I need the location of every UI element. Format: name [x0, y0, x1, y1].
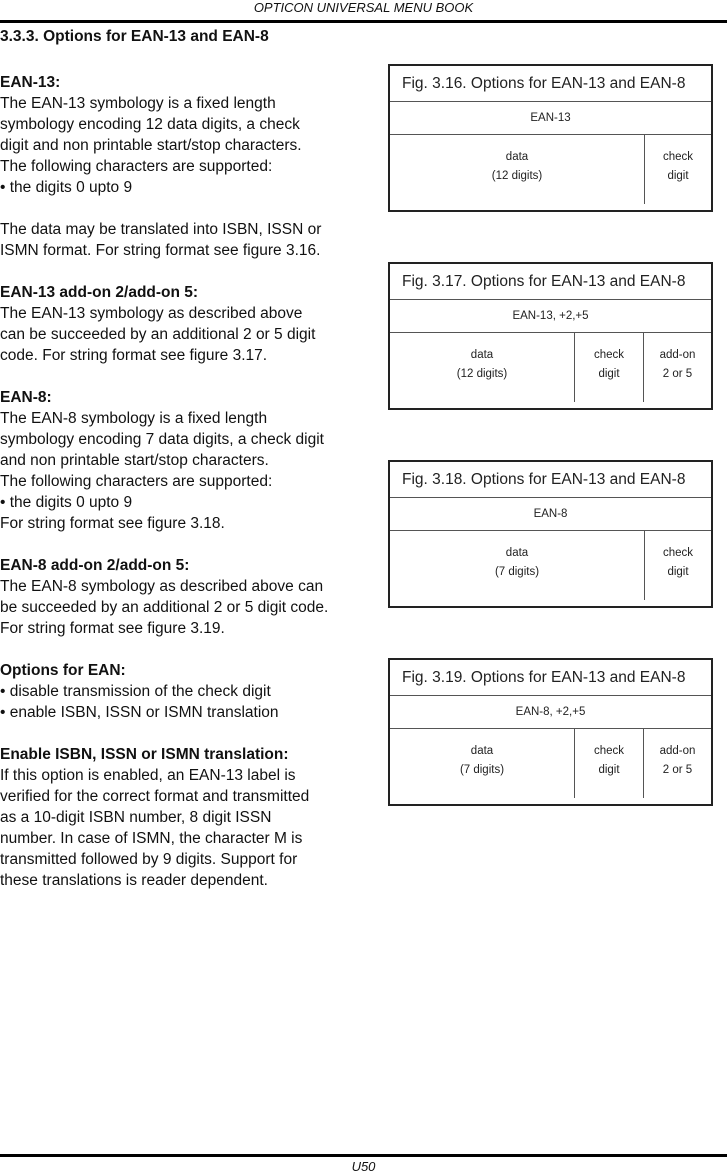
- ean13-addon-section: [0, 282, 350, 366]
- figure-3-19: [388, 658, 713, 806]
- cell-label: data: [505, 547, 529, 559]
- text-line: verified for the correct format and transmitted: [0, 788, 310, 805]
- figure-3-16: [388, 64, 713, 212]
- cell-add-on: [643, 333, 711, 402]
- text-line: • the digits 0 upto 9: [0, 179, 133, 196]
- ean13-addon-heading: EAN-13 add-on 2/add-on 5:: [0, 284, 199, 301]
- text-line: For string format see figure 3.19.: [0, 620, 225, 637]
- cell-sublabel: (7 digits): [494, 566, 540, 578]
- ean8-section: [0, 387, 350, 534]
- cell-sublabel: (12 digits): [456, 368, 508, 380]
- cell-check-digit: [644, 531, 711, 600]
- text-line: If this option is enabled, an EAN-13 label is: [0, 767, 296, 784]
- page-number: U50: [351, 1159, 376, 1174]
- ean13-section: [0, 72, 350, 198]
- text-line: The following characters are supported:: [0, 158, 273, 175]
- cell-data: [390, 333, 574, 402]
- cell-sublabel: 2 or 5: [662, 764, 693, 776]
- cell-check-digit: [574, 333, 643, 402]
- cell-sublabel: 2 or 5: [662, 368, 693, 380]
- text-line: For string format see figure 3.18.: [0, 515, 225, 532]
- options-heading: Options for EAN:: [0, 662, 126, 679]
- figure-3-17: [388, 262, 713, 410]
- footer-rule: [0, 1154, 727, 1157]
- text-line: The EAN-13 symbology is a fixed length: [0, 95, 276, 112]
- isbn-section: [0, 744, 350, 891]
- cell-label: check: [662, 151, 694, 163]
- cell-data: [390, 729, 574, 798]
- figure-cells: [390, 135, 711, 204]
- running-header: OPTICON UNIVERSAL MENU BOOK: [253, 0, 474, 15]
- figure-title: Fig. 3.18. Options for EAN-13 and EAN-8: [390, 462, 711, 498]
- cell-sublabel: (12 digits): [491, 170, 543, 182]
- cell-label: data: [505, 151, 529, 163]
- cell-sublabel: digit: [667, 566, 689, 578]
- text-line: • disable transmission of the check digit: [0, 683, 271, 700]
- text-line: as a 10-digit ISBN number, 8 digit ISSN: [0, 809, 272, 826]
- figure-cells: [390, 729, 711, 798]
- figure-title: Fig. 3.16. Options for EAN-13 and EAN-8: [390, 66, 711, 102]
- figure-format-label: EAN-13: [390, 102, 711, 135]
- cell-label: add-on: [659, 745, 696, 757]
- figure-cells: [390, 333, 711, 402]
- text-line: digit and non printable start/stop characters.: [0, 137, 302, 154]
- text-line: transmitted followed by 9 digits. Support for: [0, 851, 298, 868]
- text-line: symbology encoding 7 data digits, a check digit: [0, 431, 324, 448]
- isbn-heading: Enable ISBN, ISSN or ISMN translation:: [0, 746, 289, 763]
- cell-sublabel: digit: [598, 368, 620, 380]
- options-section: [0, 660, 350, 723]
- figure-title: Fig. 3.17. Options for EAN-13 and EAN-8: [390, 264, 711, 300]
- cell-add-on: [643, 729, 711, 798]
- text-line: The data may be translated into ISBN, ISSN or: [0, 221, 322, 238]
- text-line: and non printable start/stop characters.: [0, 452, 269, 469]
- ean8-addon-heading: EAN-8 add-on 2/add-on 5:: [0, 557, 190, 574]
- figure-format-label: EAN-13, +2,+5: [390, 300, 711, 333]
- figure-cells: [390, 531, 711, 600]
- text-line: The EAN-8 symbology is a fixed length: [0, 410, 268, 427]
- text-line: number. In case of ISMN, the character M is: [0, 830, 303, 847]
- text-line: The following characters are supported:: [0, 473, 273, 490]
- ean13-heading: EAN-13:: [0, 74, 61, 91]
- text-line: ISMN format. For string format see figure 3.16.: [0, 242, 321, 259]
- text-line: • the digits 0 upto 9: [0, 494, 133, 511]
- cell-label: check: [662, 547, 694, 559]
- cell-data: [390, 135, 644, 204]
- header-rule: [0, 20, 727, 23]
- figure-format-label: EAN-8, +2,+5: [390, 696, 711, 729]
- cell-label: add-on: [659, 349, 696, 361]
- cell-check-digit: [644, 135, 711, 204]
- cell-label: check: [593, 349, 625, 361]
- ean8-heading: EAN-8:: [0, 389, 52, 406]
- ean8-addon-section: [0, 555, 350, 639]
- figure-format-label: EAN-8: [390, 498, 711, 531]
- text-line: • enable ISBN, ISSN or ISMN translation: [0, 704, 279, 721]
- cell-sublabel: digit: [598, 764, 620, 776]
- text-line: these translations is reader dependent.: [0, 872, 268, 889]
- text-line: symbology encoding 12 data digits, a check: [0, 116, 300, 133]
- text-line: can be succeeded by an additional 2 or 5 digit: [0, 326, 316, 343]
- section-title: 3.3.3. Options for EAN-13 and EAN-8: [0, 28, 269, 45]
- figure-3-18: [388, 460, 713, 608]
- text-line: be succeeded by an additional 2 or 5 digit code.: [0, 599, 329, 616]
- text-line: code. For string format see figure 3.17.: [0, 347, 268, 364]
- cell-data: [390, 531, 644, 600]
- text-line: The EAN-8 symbology as described above can: [0, 578, 324, 595]
- cell-label: check: [593, 745, 625, 757]
- cell-label: data: [470, 745, 494, 757]
- text-line: The EAN-13 symbology as described above: [0, 305, 303, 322]
- cell-sublabel: (7 digits): [459, 764, 505, 776]
- ean13-translation-paragraph: [0, 219, 350, 261]
- body-text: [0, 72, 350, 912]
- cell-check-digit: [574, 729, 643, 798]
- cell-label: data: [470, 349, 494, 361]
- cell-sublabel: digit: [667, 170, 689, 182]
- figure-title: Fig. 3.19. Options for EAN-13 and EAN-8: [390, 660, 711, 696]
